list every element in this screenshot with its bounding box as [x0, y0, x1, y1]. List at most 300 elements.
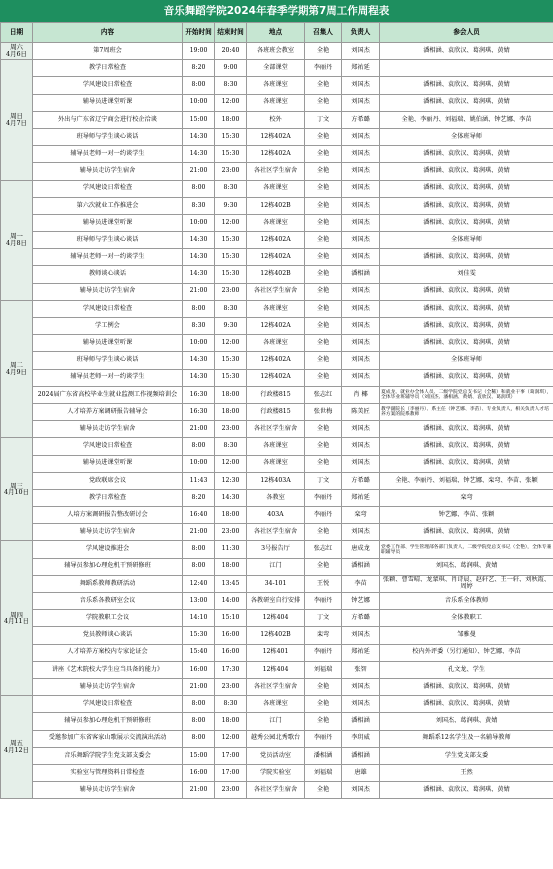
table-row — [1, 318, 553, 335]
convener: 全艳 — [305, 214, 342, 231]
end-time: 16:00 — [215, 644, 247, 661]
attendees: 学生党支部支委 — [380, 747, 553, 764]
attendees: 校内外评委（另行通知）、钟艺娜、李苗 — [380, 644, 553, 661]
location: 各社区学生宿舍 — [247, 524, 305, 541]
event-content: 辅导员进课堂听课 — [33, 335, 183, 352]
start-time: 21:00 — [183, 421, 215, 438]
table-row — [1, 541, 553, 558]
weekday-label: 周六 — [10, 43, 23, 52]
table-row — [1, 128, 553, 145]
attendees: 潘相涵、袁欣汉、葛润琪、黄婧 — [380, 782, 553, 799]
attendees: 张颖、曹雪晴、龙蒙琪、肖诗晨、赵轩艺、王一轩、刘秋霞、周婷 — [380, 575, 553, 592]
start-time: 8:20 — [183, 489, 215, 506]
start-time: 16:30 — [183, 386, 215, 403]
header-date: 日期 — [1, 23, 33, 43]
event-content: 音乐舞蹈学院学生党支部支委会 — [33, 747, 183, 764]
start-time: 14:30 — [183, 249, 215, 266]
event-content: 舞蹈系教师教研活动 — [33, 575, 183, 592]
event-content: 教师谈心谈话 — [33, 266, 183, 283]
attendees: 潘相涵、袁欣汉、葛润琪、黄婧 — [380, 94, 553, 111]
table-row — [1, 352, 553, 369]
person-in-charge: 刘国杰 — [342, 94, 380, 111]
convener: 丁文 — [305, 472, 342, 489]
attendees: 舞蹈系12名学生及一名辅导教师 — [380, 730, 553, 747]
start-time: 14:30 — [183, 352, 215, 369]
person-in-charge: 刘国杰 — [342, 197, 380, 214]
location: 各班课室 — [247, 214, 305, 231]
attendees: 潘相涵、袁欣汉、葛润琪、黄婧 — [380, 197, 553, 214]
attendees: 潘相涵、袁欣汉、葛润琪、黄婧 — [380, 300, 553, 317]
person-in-charge: 潘相涵 — [342, 558, 380, 575]
end-time: 14:30 — [215, 489, 247, 506]
event-content: 2024届广东省高校毕业生就业监测工作视频培训会 — [33, 386, 183, 403]
person-in-charge: 刘国杰 — [342, 627, 380, 644]
event-content: 辅导员走访学生宿舍 — [33, 524, 183, 541]
attendees: 全体班导师 — [380, 232, 553, 249]
attendees: 潘相涵、袁欣汉、葛润琪、黄婧 — [380, 438, 553, 455]
attendees: 刘国杰、葛润琪、黄婧 — [380, 558, 553, 575]
convener: 丁文 — [305, 610, 342, 627]
table-row — [1, 60, 553, 77]
person-in-charge: 刘国杰 — [342, 318, 380, 335]
convener: 李丽丹 — [305, 489, 342, 506]
convener: 王悦 — [305, 575, 342, 592]
person-in-charge: 唐雄 — [342, 764, 380, 781]
event-content: 班导师与学生谈心谈话 — [33, 128, 183, 145]
date-label: 4月8日 — [6, 239, 27, 248]
start-time: 13:00 — [183, 593, 215, 610]
header-convener: 召集人 — [305, 23, 342, 43]
table-row — [1, 421, 553, 438]
end-time: 15:30 — [215, 352, 247, 369]
start-time: 8:00 — [183, 77, 215, 94]
location: 12栋402B — [247, 627, 305, 644]
start-time: 8:00 — [183, 438, 215, 455]
location: 403A — [247, 507, 305, 524]
attendees: 刘佳雯 — [380, 266, 553, 283]
person-in-charge: 刘国杰 — [342, 369, 380, 386]
end-time: 9:30 — [215, 318, 247, 335]
day-date — [1, 300, 33, 438]
convener: 全艳 — [305, 94, 342, 111]
location: 各教室 — [247, 489, 305, 506]
person-in-charge: 方希璐 — [342, 610, 380, 627]
person-in-charge: 唐成龙 — [342, 541, 380, 558]
location: 各班课室 — [247, 455, 305, 472]
date-label: 4月11日 — [4, 617, 29, 626]
event-content: 实验室与管理资料日常检查 — [33, 764, 183, 781]
start-time: 21:00 — [183, 283, 215, 300]
table-row — [1, 77, 553, 94]
person-in-charge: 刘国杰 — [342, 128, 380, 145]
event-content: 学风建设日常检查 — [33, 77, 183, 94]
start-time: 16:00 — [183, 661, 215, 678]
convener: 李丽丹 — [305, 644, 342, 661]
end-time: 8:30 — [215, 77, 247, 94]
convener: 全艳 — [305, 300, 342, 317]
event-content: 第六次就业工作推进会 — [33, 197, 183, 214]
start-time: 10:00 — [183, 455, 215, 472]
end-time: 13:45 — [215, 575, 247, 592]
event-content: 学风建设日常检查 — [33, 696, 183, 713]
table-row — [1, 507, 553, 524]
start-time: 15:00 — [183, 747, 215, 764]
table-row — [1, 489, 553, 506]
weekday-label: 周二 — [10, 361, 23, 370]
start-time: 14:30 — [183, 146, 215, 163]
person-in-charge: 刘国杰 — [342, 696, 380, 713]
attendees: 潘相涵、袁欣汉、葛润琪、黄婧 — [380, 524, 553, 541]
location: 34-101 — [247, 575, 305, 592]
end-time: 23:00 — [215, 524, 247, 541]
attendees: 潘相涵、袁欣汉、葛润琪、黄婧 — [380, 180, 553, 197]
start-time: 14:30 — [183, 232, 215, 249]
day-date — [1, 438, 33, 541]
day-date — [1, 541, 33, 696]
date-label: 4月7日 — [6, 118, 27, 127]
end-time: 17:30 — [215, 661, 247, 678]
person-in-charge: 刘国杰 — [342, 678, 380, 695]
table-row — [1, 266, 553, 283]
attendees: 潘相涵、袁欣汉、葛润琪、黄婧 — [380, 77, 553, 94]
start-time: 14:30 — [183, 369, 215, 386]
convener: 全艳 — [305, 180, 342, 197]
attendees: 潘相涵、袁欣汉、葛润琪、黄婧 — [380, 318, 553, 335]
event-content: 党政联席会议 — [33, 472, 183, 489]
attendees: 音乐系全体教师 — [380, 593, 553, 610]
attendees: 潘相涵、袁欣汉、葛润琪、黄婧 — [380, 421, 553, 438]
person-in-charge: 刘国杰 — [342, 180, 380, 197]
end-time: 11:30 — [215, 541, 247, 558]
location: 各班课室 — [247, 300, 305, 317]
convener: 全艳 — [305, 369, 342, 386]
event-content: 学工例会 — [33, 318, 183, 335]
table-row — [1, 249, 553, 266]
table-row — [1, 747, 553, 764]
location: 12栋402A — [247, 249, 305, 266]
person-in-charge: 刘国杰 — [342, 455, 380, 472]
end-time: 12:00 — [215, 214, 247, 231]
end-time: 18:00 — [215, 403, 247, 420]
end-time: 23:00 — [215, 782, 247, 799]
convener: 刘福瑞 — [305, 661, 342, 678]
location: 学院实验室 — [247, 764, 305, 781]
location: 12栋404 — [247, 610, 305, 627]
person-in-charge: 刘国杰 — [342, 782, 380, 799]
convener: 全艳 — [305, 558, 342, 575]
table-row — [1, 146, 553, 163]
event-content: 音乐系各教研室会议 — [33, 593, 183, 610]
convener: 全艳 — [305, 352, 342, 369]
end-time: 12:00 — [215, 455, 247, 472]
convener: 全艳 — [305, 678, 342, 695]
attendees: 潘相涵、袁欣汉、葛润琪、黄婧 — [380, 146, 553, 163]
table-row — [1, 94, 553, 111]
table-row — [1, 782, 553, 799]
convener: 全艳 — [305, 782, 342, 799]
end-time: 17:00 — [215, 764, 247, 781]
person-in-charge: 刘国杰 — [342, 352, 380, 369]
table-row — [1, 558, 553, 575]
day-date — [1, 696, 33, 799]
location: 各班班会教室 — [247, 43, 305, 60]
convener: 全艳 — [305, 524, 342, 541]
person-in-charge: 肖 椰 — [342, 386, 380, 403]
event-content: 学院教职工会议 — [33, 610, 183, 627]
attendees: 潘相涵、袁欣汉、葛润琪、黄婧 — [380, 163, 553, 180]
convener: 全艳 — [305, 335, 342, 352]
convener: 潘相涵 — [305, 747, 342, 764]
person-in-charge: 方希璐 — [342, 111, 380, 128]
table-row — [1, 386, 553, 403]
attendees: 夏成龙、就业办全体人员、二级学院党总支书记（全稀）和就业干事（葛润琪），全体毕业班辅导员（刘国杰、潘相涵、黄婧、袁欣汉、葛润琪） — [380, 386, 553, 403]
location: 全部课堂 — [247, 60, 305, 77]
event-content: 班导师与学生谈心谈话 — [33, 232, 183, 249]
event-content: 人培方案调研报告整改研讨会 — [33, 507, 183, 524]
attendees: 潘相涵、袁欣汉、葛润琪、黄婧 — [380, 283, 553, 300]
start-time: 14:10 — [183, 610, 215, 627]
event-content: 学风建设日常检查 — [33, 300, 183, 317]
person-in-charge: 刘国杰 — [342, 163, 380, 180]
location: 12栋402A — [247, 128, 305, 145]
convener: 全艳 — [305, 713, 342, 730]
start-time: 8:30 — [183, 197, 215, 214]
table-row — [1, 438, 553, 455]
event-content: 辅导员走访学生宿舍 — [33, 163, 183, 180]
table-row — [1, 180, 553, 197]
start-time: 8:20 — [183, 60, 215, 77]
location: 3号报告厅 — [247, 541, 305, 558]
date-label: 4月10日 — [4, 488, 29, 497]
attendees: 全艳、李丽丹、刘福瑞、姚伯涵、钟艺娜、李苗 — [380, 111, 553, 128]
event-content: 学风建设日常检查 — [33, 180, 183, 197]
person-in-charge: 刘国杰 — [342, 249, 380, 266]
end-time: 18:00 — [215, 386, 247, 403]
attendees: 栾弯 — [380, 489, 553, 506]
weekday-label: 周一 — [10, 232, 23, 241]
start-time: 10:00 — [183, 94, 215, 111]
attendees: 潘相涵、袁欣汉、葛润琪、黄婧 — [380, 369, 553, 386]
table-row — [1, 163, 553, 180]
table-row — [1, 764, 553, 781]
event-content: 人才培养方案校内专家论证会 — [33, 644, 183, 661]
convener: 刘福瑞 — [305, 764, 342, 781]
event-content: 讲座《艺术院校大学生应当具备的能力》 — [33, 661, 183, 678]
event-content: 辅导员老师一对一约谈学生 — [33, 249, 183, 266]
person-in-charge: 郑祐延 — [342, 644, 380, 661]
start-time: 19:00 — [183, 43, 215, 60]
attendees: 潘相涵、袁欣汉、葛润琪、黄婧 — [380, 335, 553, 352]
table-row — [1, 661, 553, 678]
schedule-body — [1, 43, 553, 799]
location: 各班课室 — [247, 77, 305, 94]
weekday-label: 周四 — [10, 610, 23, 619]
table-row — [1, 593, 553, 610]
date-label: 4月12日 — [4, 746, 29, 755]
attendees: 王然 — [380, 764, 553, 781]
event-content: 辅导员进课堂听课 — [33, 455, 183, 472]
person-in-charge: 潘相涵 — [342, 747, 380, 764]
day-date — [1, 43, 33, 60]
header-row — [1, 23, 553, 43]
attendees: 教学副院长（李丽丹）、系主任（钟艺娜、李苗）、专业负责人，相关负责人才培养方案的院系教师 — [380, 403, 553, 420]
table-row — [1, 283, 553, 300]
end-time: 18:00 — [215, 713, 247, 730]
event-content: 辅导员走访学生宿舍 — [33, 782, 183, 799]
end-time: 18:00 — [215, 558, 247, 575]
convener: 丁文 — [305, 111, 342, 128]
start-time: 8:00 — [183, 300, 215, 317]
person-in-charge: 刘国杰 — [342, 524, 380, 541]
convener: 全艳 — [305, 146, 342, 163]
person-in-charge: 刘国杰 — [342, 146, 380, 163]
person-in-charge: 陈美匠 — [342, 403, 380, 420]
event-content: 辅导员进课堂听课 — [33, 214, 183, 231]
event-content: 党员教师谈心谈话 — [33, 627, 183, 644]
location: 越秀公园北秀歌台 — [247, 730, 305, 747]
table-row — [1, 43, 553, 60]
start-time: 21:00 — [183, 678, 215, 695]
person-in-charge: 郑祐延 — [342, 489, 380, 506]
event-content: 班导师与学生谈心谈话 — [33, 352, 183, 369]
start-time: 8:00 — [183, 696, 215, 713]
attendees: 潘相涵、袁欣汉、葛润琪、黄婧 — [380, 696, 553, 713]
location: 江门 — [247, 558, 305, 575]
table-row — [1, 197, 553, 214]
location: 12栋402A — [247, 146, 305, 163]
table-row — [1, 627, 553, 644]
end-time: 15:30 — [215, 128, 247, 145]
end-time: 8:30 — [215, 696, 247, 713]
end-time: 12:00 — [215, 730, 247, 747]
convener: 张世梅 — [305, 403, 342, 420]
location: 各社区学生宿舍 — [247, 421, 305, 438]
person-in-charge: 刘国杰 — [342, 421, 380, 438]
location: 校外 — [247, 111, 305, 128]
convener: 张志红 — [305, 386, 342, 403]
day-date — [1, 180, 33, 300]
table-row — [1, 730, 553, 747]
end-time: 15:30 — [215, 232, 247, 249]
location: 12栋402B — [247, 197, 305, 214]
convener: 栾弯 — [305, 627, 342, 644]
event-content: 教学日常检查 — [33, 60, 183, 77]
location: 12栋402A — [247, 369, 305, 386]
location: 各社区学生宿舍 — [247, 678, 305, 695]
event-content: 学风建设日常检查 — [33, 438, 183, 455]
end-time: 16:00 — [215, 627, 247, 644]
location: 12栋404 — [247, 661, 305, 678]
convener: 全艳 — [305, 283, 342, 300]
convener: 李丽丹 — [305, 730, 342, 747]
table-row — [1, 610, 553, 627]
convener: 李丽丹 — [305, 60, 342, 77]
event-content: 辅导员参加心理危机干预研修班 — [33, 558, 183, 575]
location: 12栋402A — [247, 232, 305, 249]
end-time: 23:00 — [215, 421, 247, 438]
location: 各班课室 — [247, 438, 305, 455]
person-in-charge: 刘国杰 — [342, 335, 380, 352]
convener: 李丽丹 — [305, 507, 342, 524]
attendees: 党委工作部、学生管理部各部门负责人，二级学院党总支书记（全艳），全体专兼职辅导员 — [380, 541, 553, 558]
start-time: 8:00 — [183, 541, 215, 558]
start-time: 21:00 — [183, 524, 215, 541]
table-row — [1, 403, 553, 420]
end-time: 15:10 — [215, 610, 247, 627]
table-row — [1, 300, 553, 317]
person-in-charge: 栾弯 — [342, 507, 380, 524]
person-in-charge: 潘相涵 — [342, 266, 380, 283]
header-start-time: 开始时间 — [183, 23, 215, 43]
table-row — [1, 214, 553, 231]
attendees: 潘相涵、袁欣汉、葛润琪、黄婧 — [380, 214, 553, 231]
location: 各班课室 — [247, 696, 305, 713]
end-time: 20:40 — [215, 43, 247, 60]
event-content: 辅导员老师一对一约谈学生 — [33, 146, 183, 163]
event-content: 学风建设推进会 — [33, 541, 183, 558]
event-content: 辅导员走访学生宿舍 — [33, 421, 183, 438]
start-time: 15:40 — [183, 644, 215, 661]
person-in-charge: 刘国杰 — [342, 232, 380, 249]
start-time: 10:00 — [183, 214, 215, 231]
end-time: 15:30 — [215, 266, 247, 283]
weekday-label: 周三 — [10, 481, 23, 490]
convener: 全艳 — [305, 696, 342, 713]
end-time: 23:00 — [215, 283, 247, 300]
person-in-charge: 方希璐 — [342, 472, 380, 489]
event-content: 辅导员参加心理危机干预研修班 — [33, 713, 183, 730]
location: 江门 — [247, 713, 305, 730]
person-in-charge: 郑祐延 — [342, 60, 380, 77]
location: 各班课室 — [247, 180, 305, 197]
start-time: 10:00 — [183, 335, 215, 352]
convener: 全艳 — [305, 77, 342, 94]
person-in-charge: 钟艺娜 — [342, 593, 380, 610]
event-content: 辅导员老师一对一约谈学生 — [33, 369, 183, 386]
convener: 全艳 — [305, 438, 342, 455]
person-in-charge: 刘国杰 — [342, 438, 380, 455]
event-content: 受邀参加广东省客家山歌展示交流演出活动 — [33, 730, 183, 747]
schedule-table — [0, 22, 553, 799]
person-in-charge: 李玥威 — [342, 730, 380, 747]
header-location: 地点 — [247, 23, 305, 43]
start-time: 16:40 — [183, 507, 215, 524]
location: 行政楼815 — [247, 403, 305, 420]
location: 党员活动室 — [247, 747, 305, 764]
weekday-label: 周日 — [10, 112, 23, 121]
event-content: 第7周班会 — [33, 43, 183, 60]
convener: 全艳 — [305, 197, 342, 214]
start-time: 15:00 — [183, 111, 215, 128]
location: 12栋402A — [247, 318, 305, 335]
location: 各教研室自行安排 — [247, 593, 305, 610]
start-time: 8:00 — [183, 713, 215, 730]
table-row — [1, 524, 553, 541]
end-time: 23:00 — [215, 678, 247, 695]
attendees: 潘相涵、袁欣汉、葛润琪、黄婧 — [380, 455, 553, 472]
person-in-charge: 刘国杰 — [342, 77, 380, 94]
end-time: 18:00 — [215, 507, 247, 524]
event-content: 辅导员走访学生宿舍 — [33, 283, 183, 300]
attendees: 潘相涵、袁欣汉、葛润琪、黄婧 — [380, 249, 553, 266]
convener: 全艳 — [305, 128, 342, 145]
table-row — [1, 472, 553, 489]
attendees: 邹雅曼 — [380, 627, 553, 644]
header-content: 内容 — [33, 23, 183, 43]
end-time: 8:30 — [215, 300, 247, 317]
end-time: 12:00 — [215, 94, 247, 111]
attendees: 全艳、李丽丹、刘福瑞、钟艺娜、栾弯、李苗、张颖 — [380, 472, 553, 489]
